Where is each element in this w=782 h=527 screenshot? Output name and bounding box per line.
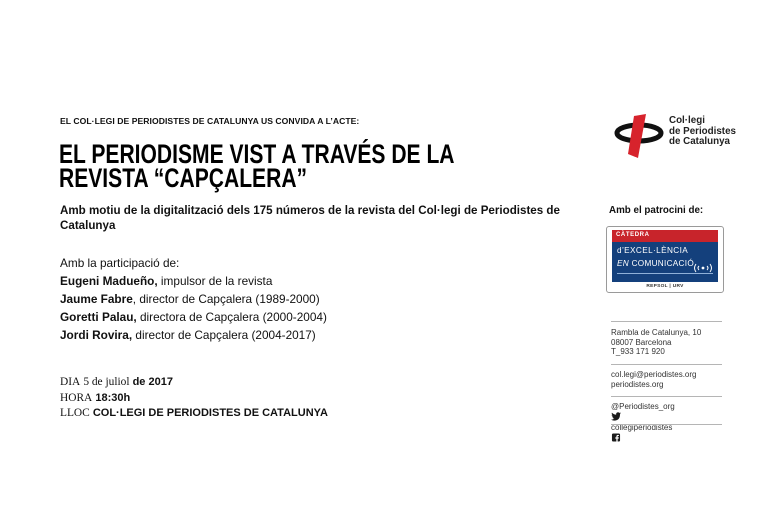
twitter-row[interactable] [611, 402, 723, 423]
logo-line-1: Col·legi [669, 115, 705, 126]
participant-row [60, 272, 420, 290]
logo-line-2: de Periodistes [669, 125, 736, 137]
participation-block [60, 254, 420, 344]
address-line: Rambla de Catalunya, 10 [611, 328, 702, 337]
day-label: DIA [60, 376, 81, 388]
twitter-icon[interactable] [611, 412, 621, 421]
participant-name: Jaume Fabre [60, 292, 133, 306]
facebook-handle[interactable]: collegiperiodistes [611, 423, 673, 433]
badge-top-text: CÀTEDRA [616, 232, 650, 238]
place-label: LLOC [60, 407, 90, 420]
badge-top-bar [612, 230, 718, 242]
participant-row [60, 326, 420, 344]
badge-line-1: d’EXCEL·LÈNCIA [617, 246, 689, 255]
day-row [60, 375, 380, 391]
participant-role: impulsor de la revista [157, 274, 273, 288]
badge-footer: REPSOL | URV [646, 284, 684, 289]
address-block [611, 328, 723, 357]
address-line: 08007 Barcelona [611, 337, 672, 347]
invite-line: EL COL·LEGI DE PERIODISTES DE CATALUNYA US CONVIDA A L’ACTE: [60, 116, 360, 126]
badge-rule [617, 273, 713, 276]
title-line-2: REVISTA “CAPÇALERA” [59, 163, 308, 193]
day-value: 5 de juliol [83, 376, 130, 388]
college-logo-text [669, 116, 736, 148]
facebook-icon[interactable] [611, 433, 621, 442]
hour-value: 18:30h [95, 391, 131, 404]
phone-line: T_933 171 920 [611, 347, 665, 357]
participant-name: Eugeni Madueño, [60, 274, 158, 288]
contact-divider [611, 321, 722, 322]
contact-divider [611, 424, 722, 425]
facebook-row[interactable] [611, 423, 723, 444]
participant-role: director de Capçalera (2004-2017) [132, 328, 316, 342]
participant-row [60, 308, 420, 326]
badge-line-2 [617, 259, 694, 268]
contact-divider [611, 396, 722, 397]
contact-divider [611, 364, 722, 365]
day-year: de 2017 [132, 376, 173, 388]
event-title [59, 139, 455, 193]
online-block [611, 370, 723, 389]
participant-role: directora de Capçalera (2000-2004) [136, 310, 327, 324]
hour-label: HORA [60, 391, 93, 404]
badge-line-2-italic: EN [617, 259, 629, 268]
participant-row [60, 290, 420, 308]
email-link[interactable]: col.legi@periodistes.org [611, 370, 697, 379]
place-row [60, 406, 380, 422]
sponsor-badge [606, 226, 724, 293]
badge-main-panel [612, 242, 718, 282]
badge-line-2-rest: COMUNICACIÓ [631, 259, 694, 268]
event-details [60, 375, 380, 422]
event-subtitle: Amb motiu de la digitalització dels 175 números de la revista del Col·legi de Periodistes de Catalunya [60, 204, 560, 232]
sponsor-label: Amb el patrocini de: [609, 205, 704, 216]
website-link[interactable]: periodistes.org [611, 379, 664, 389]
title-line-1: EL PERIODISME VIST A TRAVÉS DE LA [59, 139, 455, 169]
participant-name: Jordi Rovira, [60, 328, 133, 342]
participant-name: Goretti Palau, [60, 310, 137, 324]
participation-heading: Amb la participació de: [60, 256, 180, 270]
hour-row [60, 391, 380, 407]
participant-role: , director de Capçalera (1989-2000) [132, 292, 320, 306]
twitter-handle[interactable]: @Periodistes_org [611, 402, 675, 411]
place-value: COL·LEGI DE PERIODISTES DE CATALUNYA [92, 407, 328, 420]
logo-line-3: de Catalunya [669, 136, 730, 148]
